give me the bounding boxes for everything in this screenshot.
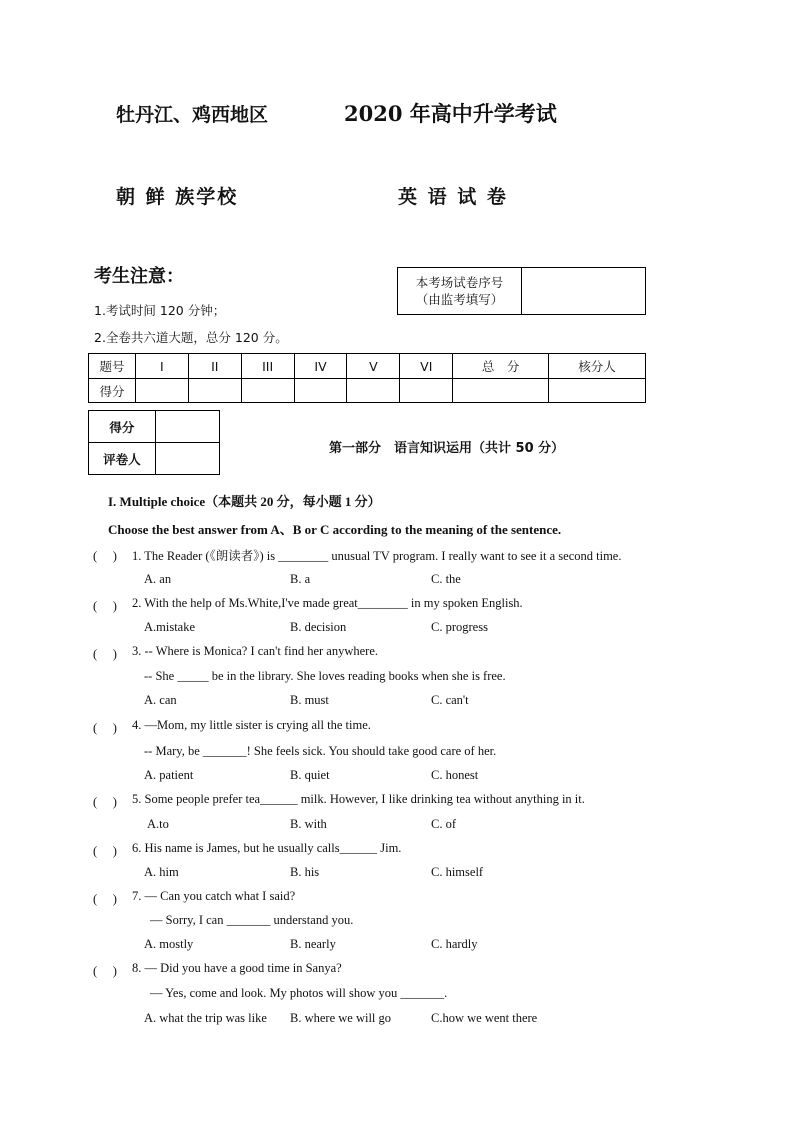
question-text: 6. His name is James, but he usually calls______ Jim. bbox=[132, 841, 402, 855]
option-a: A. him bbox=[144, 865, 179, 879]
option-c: C. progress bbox=[431, 620, 488, 634]
region-title: 牡丹江、鸡西地区 bbox=[116, 104, 269, 126]
option-a: A. what the trip was like bbox=[144, 1011, 267, 1025]
exam-title: 2020 年高中升学考试 bbox=[344, 101, 557, 126]
score-cell[interactable] bbox=[241, 379, 294, 403]
score-table-score-row bbox=[89, 379, 646, 403]
question-text-line2: — Sorry, I can _______ understand you. bbox=[150, 913, 354, 927]
seat-label-line2: （由监考填写） bbox=[415, 292, 504, 307]
grader-box bbox=[88, 410, 220, 475]
option-a: A.mistake bbox=[144, 620, 196, 634]
question-text: 5. Some people prefer tea______ milk. However, I like drinking tea without anything in it. bbox=[132, 792, 585, 806]
score-header-cell: I bbox=[135, 354, 188, 379]
score-cell[interactable] bbox=[400, 379, 453, 403]
score-header-cell: 核分人 bbox=[549, 354, 646, 379]
option-a: A. an bbox=[144, 572, 172, 586]
score-header-cell: VI bbox=[400, 354, 453, 379]
option-b: B. his bbox=[290, 865, 320, 879]
score-header-cell: 题号 bbox=[89, 354, 136, 379]
option-a: A. mostly bbox=[144, 937, 194, 951]
score-cell[interactable] bbox=[453, 379, 549, 403]
option-c: C. of bbox=[431, 817, 456, 831]
answer-bracket[interactable]: ( ) bbox=[93, 721, 117, 735]
option-b: B. must bbox=[290, 693, 329, 707]
question-text: 2. With the help of Ms.White,I've made great________ in my spoken English. bbox=[132, 596, 523, 610]
score-cell[interactable] bbox=[294, 379, 347, 403]
option-b: B. quiet bbox=[290, 768, 330, 782]
part1-title: 第一部分 语言知识运用（共计 50 分） bbox=[329, 441, 565, 456]
option-a: A.to bbox=[147, 817, 169, 831]
question-text: 8. — Did you have a good time in Sanya? bbox=[132, 961, 342, 975]
option-b: B. a bbox=[290, 572, 311, 586]
score-cell[interactable] bbox=[188, 379, 241, 403]
subject-title: 英 语 试 卷 bbox=[398, 186, 508, 208]
question-text-line2: -- Mary, be _______! She feels sick. You should take good care of her. bbox=[144, 744, 497, 758]
option-c: C. can't bbox=[431, 693, 469, 707]
score-header-cell: II bbox=[188, 354, 241, 379]
score-header-cell: V bbox=[347, 354, 400, 379]
seat-number-box bbox=[397, 267, 646, 315]
option-b: B. with bbox=[290, 817, 327, 831]
option-a: A. patient bbox=[144, 768, 194, 782]
answer-bracket[interactable]: ( ) bbox=[93, 795, 117, 809]
question-text: 4. —Mom, my little sister is crying all the time. bbox=[132, 718, 371, 732]
score-header-cell: III bbox=[241, 354, 294, 379]
option-c: C. honest bbox=[431, 768, 479, 782]
option-b: B. decision bbox=[290, 620, 347, 634]
grader-score-label: 得分 bbox=[89, 411, 156, 443]
question-text-line2: -- She _____ be in the library. She loves reading books when she is free. bbox=[144, 669, 506, 683]
option-a: A. can bbox=[144, 693, 177, 707]
notice-line-1: 1.考试时间 120 分钟； bbox=[94, 303, 226, 318]
seat-number-field[interactable] bbox=[523, 268, 645, 314]
section1-instruction: Choose the best answer from A、B or C according to the meaning of the sentence. bbox=[108, 522, 562, 537]
grader-name-label: 评卷人 bbox=[89, 443, 156, 475]
answer-bracket[interactable]: ( ) bbox=[93, 844, 117, 858]
answer-bracket[interactable]: ( ) bbox=[93, 964, 117, 978]
answer-bracket[interactable]: ( ) bbox=[93, 599, 117, 613]
grader-score-field[interactable] bbox=[155, 411, 219, 443]
option-c: C. the bbox=[431, 572, 461, 586]
notice-title: 考生注意： bbox=[94, 266, 184, 287]
question-text: 1. The Reader (《朗读者》) is ________ unusual TV program. I really want to see it a second time. bbox=[132, 549, 622, 563]
score-table bbox=[88, 353, 646, 403]
score-cell[interactable] bbox=[135, 379, 188, 403]
school-title: 朝 鲜 族学校 bbox=[116, 186, 239, 208]
question-text: 7. — Can you catch what I said? bbox=[132, 889, 296, 903]
option-c: C.how we went there bbox=[431, 1011, 538, 1025]
answer-bracket[interactable]: ( ) bbox=[93, 892, 117, 906]
score-cell[interactable] bbox=[549, 379, 646, 403]
option-c: C. hardly bbox=[431, 937, 478, 951]
answer-bracket[interactable]: ( ) bbox=[93, 647, 117, 661]
option-c: C. himself bbox=[431, 865, 484, 879]
answer-bracket[interactable]: ( ) bbox=[93, 549, 117, 563]
option-b: B. nearly bbox=[290, 937, 336, 951]
option-b: B. where we will go bbox=[290, 1011, 392, 1025]
score-table-header-row bbox=[89, 354, 646, 379]
notice-line-2: 2.全卷共六道大题，总分 120 分。 bbox=[94, 330, 288, 345]
question-text-line2: — Yes, come and look. My photos will show you _______. bbox=[150, 986, 448, 1000]
score-row-label: 得分 bbox=[89, 379, 136, 403]
seat-label-line1: 本考场试卷序号 bbox=[415, 275, 504, 290]
score-cell[interactable] bbox=[347, 379, 400, 403]
score-header-cell: IV bbox=[294, 354, 347, 379]
question-text: 3. -- Where is Monica? I can't find her anywhere. bbox=[132, 644, 379, 658]
section1-title: I. Multiple choice（本题共 20 分，每小题 1 分） bbox=[108, 494, 381, 509]
grader-name-field[interactable] bbox=[155, 443, 219, 475]
score-header-cell: 总 分 bbox=[453, 354, 549, 379]
